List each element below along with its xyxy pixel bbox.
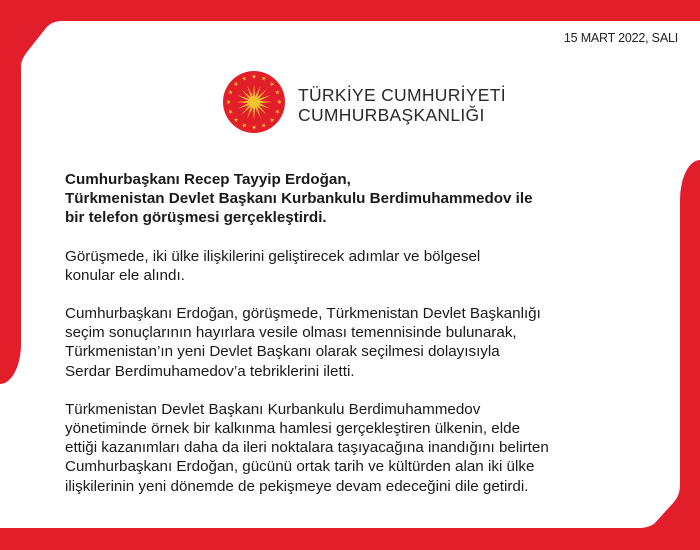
presidential-seal-icon bbox=[222, 70, 286, 134]
svg-text:★: ★ bbox=[267, 115, 277, 125]
bottom-right-corner-decoration bbox=[630, 480, 700, 550]
paragraph-line: konular ele alındı. bbox=[65, 266, 185, 284]
paragraph-line: ettiği kazanımları daha da ileri noktalara taşıyacağına inandığını belirten bbox=[65, 439, 549, 457]
svg-text:★: ★ bbox=[272, 107, 282, 116]
org-name-line-1: TÜRKİYE CUMHURİYETİ bbox=[298, 85, 506, 105]
paragraph-line: seçim sonuçlarının hayırlara vesile olması temennisinde bulunarak, bbox=[65, 324, 517, 342]
paragraph-line: Cumhurbaşkanı Erdoğan, görüşmede, Türkmenistan Devlet Başkanlığı bbox=[65, 305, 541, 323]
paragraph-line: Cumhurbaşkanı Erdoğan, gücünü ortak tarih ve kültürden alan iki ülke bbox=[65, 458, 535, 476]
paragraph-line: yönetiminde örnek bir kalkınma hamlesi gerçekleştiren ülkenin, elde bbox=[65, 420, 521, 438]
svg-text:★: ★ bbox=[267, 79, 277, 89]
paragraph-line: Görüşmede, iki ülke ilişkilerini geliştirecek adımlar ve bölgesel bbox=[65, 247, 481, 265]
press-release-body bbox=[65, 170, 625, 515]
paragraph-line: Türkmenistan’ın yeni Devlet Başkanı olarak seçilmesi dolayısıyla bbox=[65, 343, 500, 361]
svg-text:★: ★ bbox=[251, 73, 257, 81]
svg-text:★: ★ bbox=[259, 120, 268, 130]
svg-text:★: ★ bbox=[259, 74, 268, 84]
top-red-border bbox=[0, 0, 700, 21]
svg-text:★: ★ bbox=[225, 99, 233, 105]
org-name-line-2: CUMHURBAŞKANLIĞI bbox=[298, 105, 485, 125]
top-left-corner-decoration bbox=[0, 0, 70, 70]
paragraph-line: Serdar Berdimuhamedov’a tebriklerini iletti. bbox=[65, 362, 355, 380]
svg-text:★: ★ bbox=[240, 120, 249, 130]
paragraph-line: Türkmenistan Devlet Başkanı Kurbankulu Berdimuhammedov bbox=[65, 400, 481, 418]
paragraph-1 bbox=[65, 247, 625, 285]
svg-text:★: ★ bbox=[231, 115, 241, 125]
headline-line: Türkmenistan Devlet Başkanı Kurbankulu Berdimuhammedov ile bbox=[65, 190, 533, 208]
organization-name bbox=[298, 85, 506, 125]
svg-text:★: ★ bbox=[240, 74, 249, 84]
svg-text:★: ★ bbox=[251, 123, 257, 131]
paragraph-3 bbox=[65, 400, 625, 496]
paragraph-line: ilişkilerinin yeni dönemde de pekişmeye devam edeceğini dile getirdi. bbox=[65, 477, 529, 495]
headline-line: bir telefon görüşmesi gerçekleştirdi. bbox=[65, 209, 327, 227]
date-label: 15 MART 2022, SALI bbox=[563, 31, 678, 45]
svg-text:★: ★ bbox=[226, 107, 236, 116]
svg-text:★: ★ bbox=[275, 99, 283, 105]
bottom-red-border bbox=[0, 528, 700, 550]
svg-text:★: ★ bbox=[226, 88, 236, 97]
paragraph-2 bbox=[65, 304, 625, 381]
svg-text:★: ★ bbox=[272, 88, 282, 97]
headline-line: Cumhurbaşkanı Recep Tayyip Erdoğan, bbox=[65, 171, 351, 188]
headline bbox=[65, 170, 625, 228]
svg-text:★: ★ bbox=[231, 79, 241, 89]
